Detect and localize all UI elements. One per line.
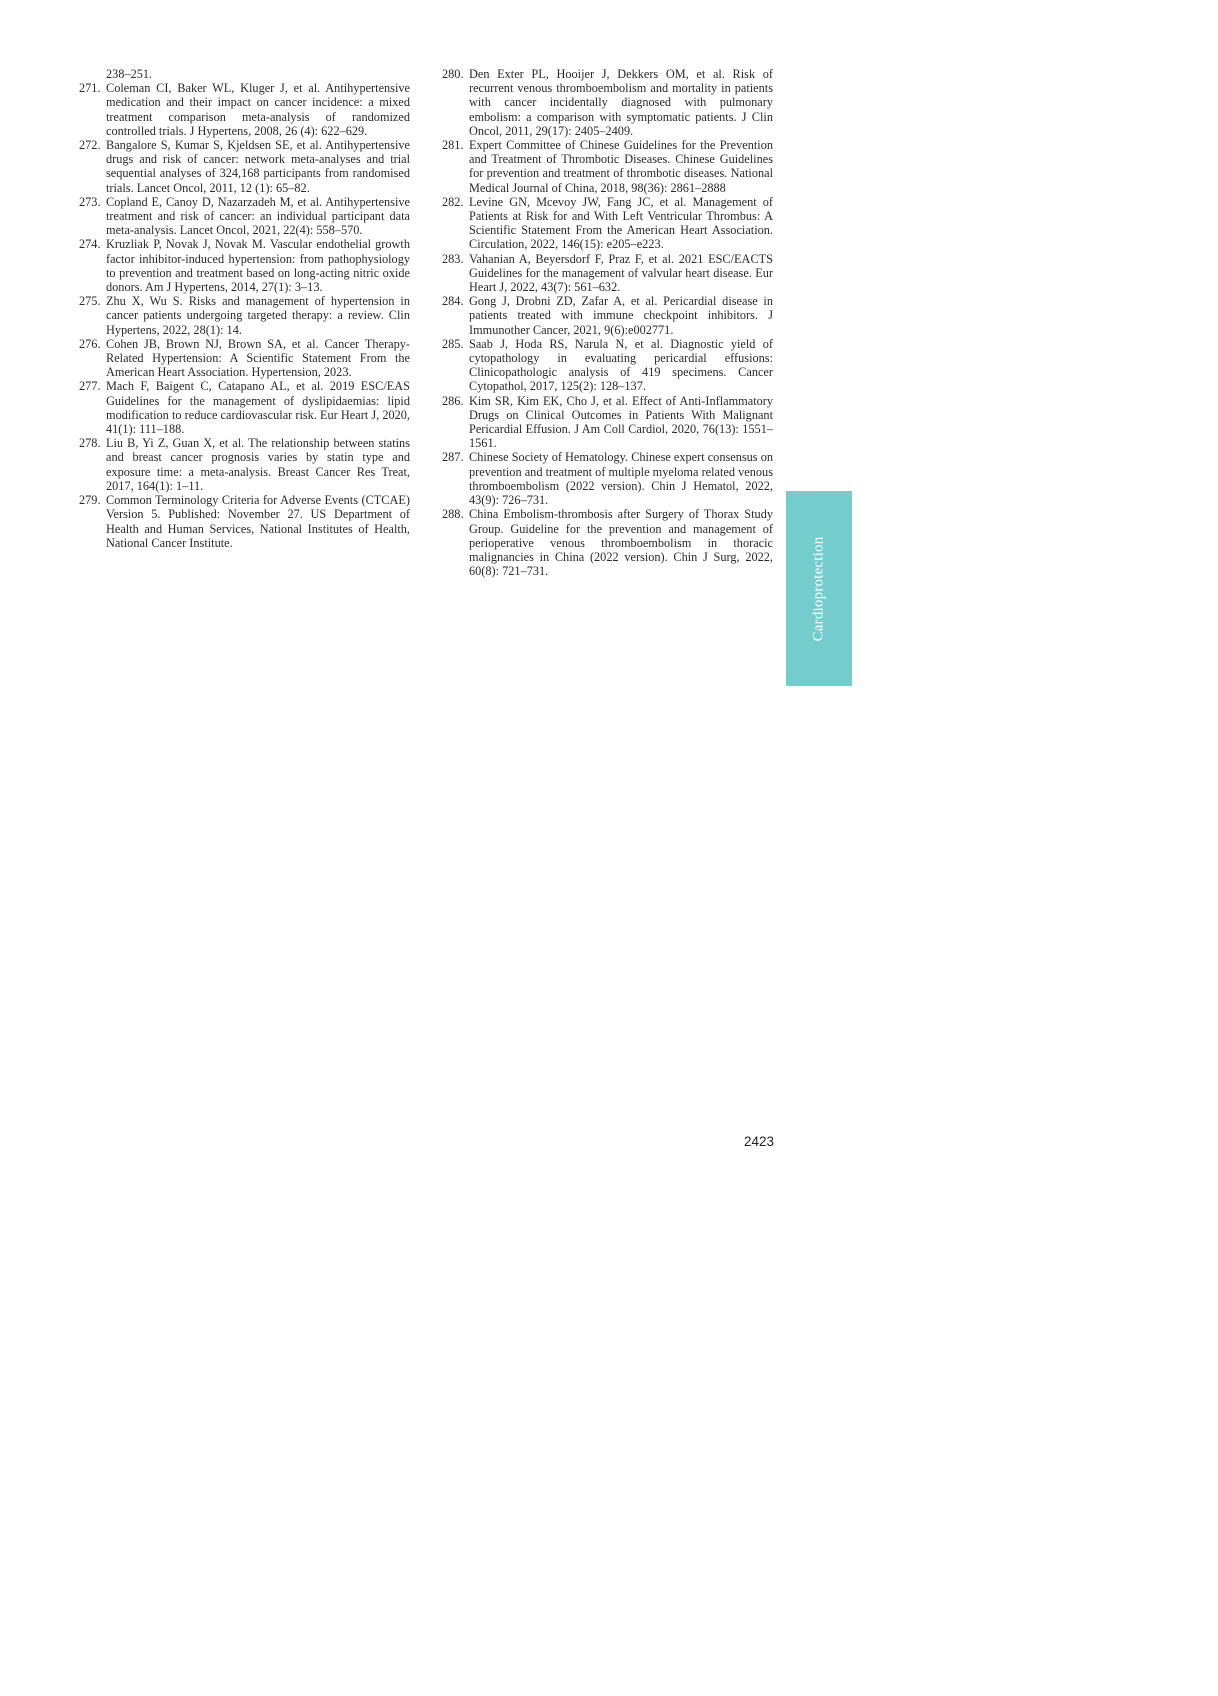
reference-number: 276.	[79, 336, 101, 351]
reference-text: Common Terminology Criteria for Adverse Events (CTCAE) Version 5. Published: November 27. US Department of Health and Human Services, National Institutes of Health, National Cancer Institute.	[106, 493, 410, 550]
reference-number: 273.	[79, 194, 101, 209]
reference-number: 283.	[442, 251, 464, 266]
reference-item	[79, 436, 410, 493]
reference-item	[79, 294, 410, 337]
reference-number: 286.	[442, 393, 464, 408]
reference-number: 271.	[79, 81, 101, 96]
reference-number: 275.	[79, 294, 101, 309]
reference-text: Gong J, Drobni ZD, Zafar A, et al. Pericardial disease in patients treated with immune checkpoint inhibitors. J Immunother Cancer, 2021, 9(6):e002771.	[469, 294, 773, 337]
reference-text: Chinese Society of Hematology. Chinese expert consensus on prevention and treatment of multiple myeloma related venous thromboembolism (2022 version). Chin J Hematol, 2022, 43(9): 726–731.	[469, 450, 773, 508]
reference-text: Kruzliak P, Novak J, Novak M. Vascular endothelial growth factor inhibitor-induced hypertension: from pathophysiology to prevention and treatment based on long-acting nitric oxide donors. Am J Hypertens, 2014, 27(1): 3–13.	[106, 237, 410, 295]
reference-text: Bangalore S, Kumar S, Kjeldsen SE, et al. Antihypertensive drugs and risk of cancer: network meta-analyses and trial sequential analyses of 324,168 participants from randomised trials. Lancet Oncol, 2011, 12 (1): 65–82.	[106, 138, 410, 195]
reference-item	[79, 195, 410, 238]
reference-number: 272.	[79, 138, 101, 153]
reference-number: 281.	[442, 138, 464, 153]
reference-item	[442, 252, 773, 295]
reference-item	[79, 237, 410, 294]
right-reference-column	[442, 67, 773, 578]
reference-item	[79, 337, 410, 380]
reference-item	[442, 337, 773, 394]
reference-text: China Embolism-thrombosis after Surgery of Thorax Study Group. Guideline for the prevention and management of perioperative venous thromboembolism in thoracic malignancies in China (2022 version). Chin J Surg, 2022, 60(8): 721–731.	[469, 507, 773, 579]
reference-text: Coleman CI, Baker WL, Kluger J, et al. Antihypertensive medication and their impact on cancer incidence: a mixed treatment comparison meta-analysis of randomized controlled trials. J Hypertens, 2008, 26 (4): 622–629.	[106, 81, 410, 138]
reference-number: 278.	[79, 436, 101, 451]
reference-text: Cohen JB, Brown NJ, Brown SA, et al. Cancer Therapy-Related Hypertension: A Scientific Statement From the American Heart Association. Hypertension, 2023.	[106, 336, 410, 380]
reference-text: Mach F, Baigent C, Catapano AL, et al. 2019 ESC/EAS Guidelines for the management of dyslipidaemias: lipid modification to reduce cardiovascular risk. Eur Heart J, 2020, 41(1): 111–188.	[106, 379, 410, 437]
section-tab-label: Cardioprotection	[810, 536, 827, 641]
reference-text: Copland E, Canoy D, Nazarzadeh M, et al. Antihypertensive treatment and risk of cancer: an individual participant data meta-analysis. Lancet Oncol, 2021, 22(4): 558–570.	[106, 194, 410, 238]
reference-item	[442, 507, 773, 578]
reference-text: Liu B, Yi Z, Guan X, et al. The relationship between statins and breast cancer prognosis varies by statin type and exposure time: a meta-analysis. Breast Cancer Res Treat, 2017, 164(1): 1–11.	[106, 436, 410, 493]
reference-item	[442, 195, 773, 252]
section-side-tab	[786, 491, 852, 686]
reference-item	[442, 394, 773, 451]
reference-number: 274.	[79, 237, 101, 252]
reference-text: Levine GN, Mcevoy JW, Fang JC, et al. Management of Patients at Risk for and With Left Ventricular Thrombus: A Scientific Statement From the American Heart Association. Circulation, 2022, 146(15): e205–e223.	[469, 194, 773, 252]
reference-number: 287.	[442, 450, 464, 465]
page-number: 2423	[743, 1134, 774, 1149]
reference-text: Expert Committee of Chinese Guidelines for the Prevention and Treatment of Thrombotic Diseases. Chinese Guidelines for prevention and treatment of thrombotic diseases. National Medical Journal of China, 2018, 98(36): 2861–2888	[469, 138, 773, 195]
reference-number: 280.	[442, 67, 464, 81]
reference-item	[442, 67, 773, 138]
reference-text: Zhu X, Wu S. Risks and management of hypertension in cancer patients undergoing targeted therapy: a review. Clin Hypertens, 2022, 28(1): 14.	[106, 294, 410, 337]
reference-text: Saab J, Hoda RS, Narula N, et al. Diagnostic yield of cytopathology in evaluating pericardial effusions: Clinicopathologic analysis of 419 specimens. Cancer Cytopathol, 2017, 125(2): 128–137.	[469, 336, 773, 394]
reference-number: 279.	[79, 493, 101, 508]
reference-item	[442, 138, 773, 195]
reference-text: Den Exter PL, Hooijer J, Dekkers OM, et al. Risk of recurrent venous thromboembolism and mortality in patients with cancer incidentally diagnosed with pulmonary embolism: a comparison with symptomatic patients. J Clin Oncol, 2011, 29(17): 2405–2409.	[469, 67, 773, 138]
reference-number: 288.	[442, 507, 464, 522]
reference-number: 277.	[79, 379, 101, 394]
reference-text: Vahanian A, Beyersdorf F, Praz F, et al. 2021 ESC/EACTS Guidelines for the management of valvular heart disease. Eur Heart J, 2022, 43(7): 561–632.	[469, 251, 773, 295]
reference-number: 284.	[442, 294, 464, 309]
reference-item	[79, 81, 410, 138]
reference-item	[79, 493, 410, 550]
reference-item	[79, 138, 410, 195]
reference-text: Kim SR, Kim EK, Cho J, et al. Effect of Anti-Inflammatory Drugs on Clinical Outcomes in Patients With Malignant Pericardial Effusion. J Am Coll Cardiol, 2020, 76(13): 1551–1561.	[469, 393, 773, 451]
reference-item	[442, 294, 773, 337]
left-reference-column	[79, 67, 410, 550]
reference-number: 285.	[442, 336, 464, 351]
reference-item	[442, 450, 773, 507]
reference-number: 282.	[442, 194, 464, 209]
reference-item	[79, 379, 410, 436]
reference-continuation: 238–251.	[106, 67, 153, 81]
